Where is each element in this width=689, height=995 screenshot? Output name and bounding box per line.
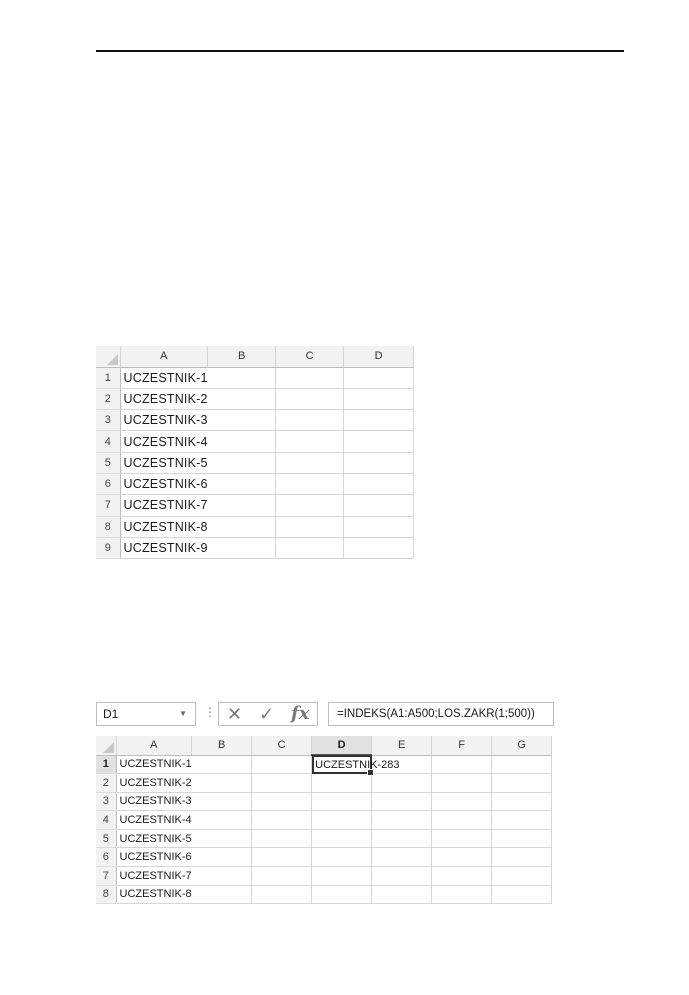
cell-e[interactable]	[372, 867, 432, 886]
cell-d[interactable]	[344, 367, 414, 388]
cell-c[interactable]	[276, 452, 344, 473]
table-row	[96, 829, 552, 848]
cell-b[interactable]	[208, 516, 276, 537]
table-row	[96, 755, 552, 774]
row-header[interactable]: 8	[96, 885, 116, 904]
cell-a[interactable]: UCZESTNIK-3	[116, 792, 192, 811]
row-header[interactable]: 3	[96, 792, 116, 811]
table-row	[96, 848, 552, 867]
cell-a[interactable]: UCZESTNIK-8	[120, 516, 208, 537]
formula-bar	[96, 701, 554, 729]
select-all-icon	[103, 742, 114, 753]
table-row	[96, 452, 414, 473]
cell-value: UCZESTNIK-283	[315, 759, 400, 771]
row-header[interactable]: 9	[96, 537, 120, 558]
column-header-d[interactable]: D	[312, 736, 372, 755]
cell-a[interactable]: UCZESTNIK-2	[120, 388, 208, 409]
cell-c[interactable]	[276, 410, 344, 431]
cell-b[interactable]	[192, 867, 252, 886]
chevron-down-icon[interactable]: ▼	[179, 709, 187, 718]
cell-d[interactable]	[344, 473, 414, 494]
row-header[interactable]: 4	[96, 811, 116, 830]
cell-b[interactable]	[208, 388, 276, 409]
column-header-f[interactable]: F	[432, 736, 492, 755]
cell-d[interactable]	[344, 495, 414, 516]
cell-d[interactable]	[312, 848, 372, 867]
cell-c[interactable]	[276, 431, 344, 452]
cell-d[interactable]	[344, 537, 414, 558]
cell-f[interactable]	[432, 885, 492, 904]
cell-a[interactable]: UCZESTNIK-7	[120, 495, 208, 516]
cell-b[interactable]	[192, 811, 252, 830]
column-header-a[interactable]: A	[116, 736, 192, 755]
table-row	[96, 792, 552, 811]
drag-handle-icon[interactable]: ⋮	[204, 705, 216, 719]
cell-b[interactable]	[208, 410, 276, 431]
cell-c[interactable]	[252, 848, 312, 867]
cell-f[interactable]	[432, 755, 492, 774]
row-header[interactable]: 7	[96, 495, 120, 516]
selected-cell-d1[interactable]	[312, 755, 400, 774]
column-header-b[interactable]: B	[208, 346, 276, 367]
cell-e[interactable]	[372, 792, 432, 811]
cell-a[interactable]: UCZESTNIK-9	[120, 537, 208, 558]
cell-g[interactable]	[492, 792, 552, 811]
cell-a[interactable]: UCZESTNIK-7	[116, 867, 192, 886]
row-header[interactable]: 2	[96, 388, 120, 409]
select-all-corner[interactable]	[96, 736, 116, 755]
cell-c[interactable]	[252, 811, 312, 830]
cell-g[interactable]	[492, 774, 552, 793]
column-header-d[interactable]: D	[344, 346, 414, 367]
cell-g[interactable]	[492, 848, 552, 867]
cell-e[interactable]	[372, 885, 432, 904]
table-row	[96, 473, 414, 494]
cell-d[interactable]	[312, 792, 372, 811]
table-row	[96, 516, 414, 537]
cell-a[interactable]: UCZESTNIK-4	[116, 811, 192, 830]
cell-f[interactable]	[432, 811, 492, 830]
select-all-corner[interactable]	[96, 346, 120, 367]
cell-a[interactable]: UCZESTNIK-1	[120, 367, 208, 388]
column-header-c[interactable]: C	[252, 736, 312, 755]
cell-g[interactable]	[492, 885, 552, 904]
cell-c[interactable]	[252, 829, 312, 848]
spreadsheet-grid-2	[96, 736, 552, 904]
column-header-g[interactable]: G	[492, 736, 552, 755]
cell-c[interactable]	[276, 473, 344, 494]
cell-c[interactable]	[276, 388, 344, 409]
cell-b[interactable]	[192, 792, 252, 811]
row-header[interactable]: 5	[96, 452, 120, 473]
cell-g[interactable]	[492, 755, 552, 774]
cell-a[interactable]: UCZESTNIK-6	[116, 848, 192, 867]
formula-input[interactable]: =INDEKS(A1:A500;LOS.ZAKR(1;500))	[328, 702, 554, 726]
cell-d[interactable]	[344, 516, 414, 537]
name-box-value: D1	[103, 707, 119, 721]
table-row	[96, 410, 414, 431]
row-header[interactable]: 6	[96, 473, 120, 494]
cell-a[interactable]: UCZESTNIK-1	[116, 755, 192, 774]
select-all-icon	[107, 354, 118, 365]
cell-c[interactable]	[276, 537, 344, 558]
row-header[interactable]: 7	[96, 867, 116, 886]
cell-c[interactable]	[252, 792, 312, 811]
cell-c[interactable]	[276, 367, 344, 388]
formula-buttons	[218, 702, 318, 726]
cell-a[interactable]: UCZESTNIK-6	[120, 473, 208, 494]
cell-f[interactable]	[432, 774, 492, 793]
table-row	[96, 867, 552, 886]
cancel-icon[interactable]: ✕	[227, 704, 243, 724]
cell-d[interactable]	[344, 410, 414, 431]
table-row	[96, 388, 414, 409]
cell-b[interactable]	[208, 473, 276, 494]
cell-c[interactable]	[252, 755, 312, 774]
column-header-c[interactable]: C	[276, 346, 344, 367]
cell-f[interactable]	[432, 792, 492, 811]
table-row	[96, 811, 552, 830]
cell-d[interactable]	[344, 388, 414, 409]
cell-b[interactable]	[208, 537, 276, 558]
cell-d[interactable]	[344, 452, 414, 473]
cell-e[interactable]	[372, 811, 432, 830]
cell-c[interactable]	[276, 516, 344, 537]
confirm-icon[interactable]: ✓	[259, 704, 275, 724]
cell-a[interactable]: UCZESTNIK-8	[116, 885, 192, 904]
cell-c[interactable]	[276, 495, 344, 516]
column-header-e[interactable]: E	[372, 736, 432, 755]
cell-d[interactable]	[312, 829, 372, 848]
cell-e[interactable]	[372, 848, 432, 867]
column-header-a[interactable]: A	[120, 346, 208, 367]
cell-a[interactable]: UCZESTNIK-5	[116, 829, 192, 848]
cell-b[interactable]	[208, 431, 276, 452]
cell-f[interactable]	[432, 867, 492, 886]
table-row	[96, 537, 414, 558]
cell-b[interactable]	[192, 755, 252, 774]
table-row	[96, 367, 414, 388]
cell-b[interactable]	[192, 829, 252, 848]
row-header[interactable]: 1	[96, 755, 116, 774]
cell-a[interactable]: UCZESTNIK-5	[120, 452, 208, 473]
insert-function-icon[interactable]: fx	[291, 703, 310, 724]
row-header[interactable]: 1	[96, 367, 120, 388]
row-header[interactable]: 8	[96, 516, 120, 537]
column-header-b[interactable]: B	[192, 736, 252, 755]
cell-c[interactable]	[252, 867, 312, 886]
cell-d[interactable]	[344, 431, 414, 452]
cell-b[interactable]	[208, 452, 276, 473]
cell-g[interactable]	[492, 867, 552, 886]
cell-d[interactable]	[312, 885, 372, 904]
cell-c[interactable]	[252, 885, 312, 904]
page-header-rule	[96, 50, 624, 52]
row-header[interactable]: 3	[96, 410, 120, 431]
cell-g[interactable]	[492, 829, 552, 848]
cell-b[interactable]	[192, 774, 252, 793]
cell-d[interactable]	[312, 811, 372, 830]
name-box[interactable]	[96, 702, 196, 726]
cell-d[interactable]	[312, 774, 372, 793]
row-header[interactable]: 2	[96, 774, 116, 793]
spreadsheet-grid-1	[96, 346, 414, 559]
table-row	[96, 495, 414, 516]
cell-b[interactable]	[208, 367, 276, 388]
cell-e[interactable]	[372, 829, 432, 848]
cell-g[interactable]	[492, 811, 552, 830]
table-row	[96, 774, 552, 793]
table-row	[96, 431, 414, 452]
row-header[interactable]: 6	[96, 848, 116, 867]
cell-d[interactable]	[312, 867, 372, 886]
cell-c[interactable]	[252, 774, 312, 793]
cell-b[interactable]	[208, 495, 276, 516]
cell-f[interactable]	[432, 829, 492, 848]
cell-a[interactable]: UCZESTNIK-3	[120, 410, 208, 431]
row-header[interactable]: 4	[96, 431, 120, 452]
cell-a[interactable]: UCZESTNIK-4	[120, 431, 208, 452]
cell-b[interactable]	[192, 848, 252, 867]
cell-b[interactable]	[192, 885, 252, 904]
table-row	[96, 885, 552, 904]
row-header[interactable]: 5	[96, 829, 116, 848]
cell-f[interactable]	[432, 848, 492, 867]
cell-e[interactable]	[372, 774, 432, 793]
cell-a[interactable]: UCZESTNIK-2	[116, 774, 192, 793]
